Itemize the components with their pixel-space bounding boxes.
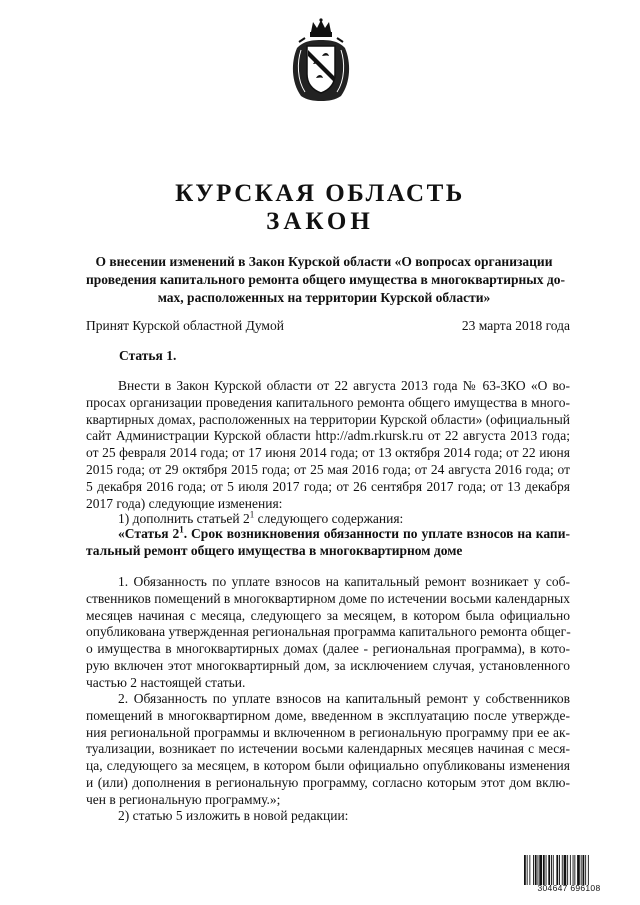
text-line: от 25 февраля 2014 года; от 17 июня 2014 года; от 13 октября 2014 года; от 22 июня: [86, 445, 570, 461]
amendment-item-2: [86, 808, 570, 825]
law-title-line: проведения капитального ремонта общего имущества в многоквартирных до-: [86, 272, 565, 287]
text-line: опубликована утвержденная региональная программа капитального ремонта общег-: [86, 624, 571, 640]
article-heading: Статья 1.: [119, 348, 177, 363]
text-line: 2) статью 5 изложить в новой редакции:: [118, 808, 349, 823]
law-title-line: мах, расположенных на территории Курской области»: [157, 290, 491, 305]
item1-superscript: 1: [249, 509, 255, 520]
text-line: 5 декабря 2016 года; от 5 июля 2017 года; от 26 сентября 2017 года; от 13 декабря: [86, 478, 570, 494]
adopted-by: Принят Курской областной Думой: [86, 318, 284, 333]
paragraph-1: [86, 574, 570, 692]
text-line: [86, 526, 570, 543]
text-line: 1. Обязанность по уплате взносов на капитальный ремонт возникает у соб-: [118, 574, 570, 589]
text-line: квартирных домах, расположенных на территории Курской области» (официальный: [86, 411, 570, 427]
text-line: помещений в многоквартирном доме, введенном в эксплуатацию после утвержде-: [86, 707, 570, 723]
new-article-rest: . Срок возникновения обязанности по уплате взносов на капи-: [183, 526, 570, 541]
text-line: ственников помещений в многоквартирном доме по истечении восьми календарных: [86, 590, 570, 606]
item1-suffix: следующего содержания:: [254, 511, 404, 526]
new-article-heading: [86, 526, 570, 560]
text-line: туализации, возникает по истечении восьми календарных месяцев начиная с меся-: [86, 741, 570, 757]
text-line: 2015 года; от 29 октября 2015 года; от 25 мая 2016 года; от 24 августа 2016 года; от: [86, 461, 570, 477]
text-line: месяцев начиная с месяца, следующего за месяцем, в котором была официально: [86, 607, 570, 623]
text-line: и (или) дополнения в региональную программу, согласно которым этот дом вклю-: [86, 774, 570, 790]
document-type: ЗАКОН: [266, 208, 374, 235]
text-line: ца, следующего за месяцем, в котором были официально опубликованы изменения: [86, 758, 570, 774]
text-line: о имущества в многоквартирных домах (далее - региональная программа), в кото-: [86, 641, 570, 657]
text-line: 2017 года) следующие изменения:: [86, 495, 283, 511]
text-line: сайт Администрации Курской области http://adm.rkursk.ru от 22 августа 2013 года;: [86, 428, 570, 444]
text-line: чен в региональную программу.»;: [86, 791, 281, 807]
region-name: КУРСКАЯ ОБЛАСТЬ: [175, 180, 465, 207]
new-article-prefix: «Статья 2: [118, 526, 180, 541]
text-line: тальный ремонт общего имущества в многоквартирном доме: [86, 542, 463, 558]
barcode-icon: [524, 855, 614, 893]
item1-prefix: 1) дополнить статьей 2: [118, 511, 250, 526]
text-line: Внести в Закон Курской области от 22 августа 2013 года № 63-ЗКО «О во-: [118, 378, 570, 393]
law-title: [86, 253, 565, 307]
adoption-line: [86, 317, 570, 335]
text-line: частью 2 настоящей статьи.: [86, 674, 246, 690]
adopted-date: 23 марта 2018 года: [461, 318, 570, 333]
barcode-number: 304647 696108: [537, 883, 601, 893]
intro-paragraph: [86, 378, 570, 512]
text-line: 2. Обязанность по уплате взносов на капитальный ремонт у собственников: [118, 691, 570, 706]
text-line: рую включен этот многоквартирный дом, за исключением случая, установленного: [86, 657, 570, 673]
law-title-line: О внесении изменений в Закон Курской области «О вопросах организации: [95, 254, 553, 269]
paragraph-2: [86, 691, 570, 809]
new-article-superscript: 1: [179, 524, 184, 535]
text-line: просах организации проведения капитального ремонта общего имущества в много-: [86, 394, 570, 410]
coat-of-arms-icon: [289, 18, 353, 102]
text-line: ния региональной программы и включенном в региональную программу при ее ак-: [86, 724, 570, 740]
